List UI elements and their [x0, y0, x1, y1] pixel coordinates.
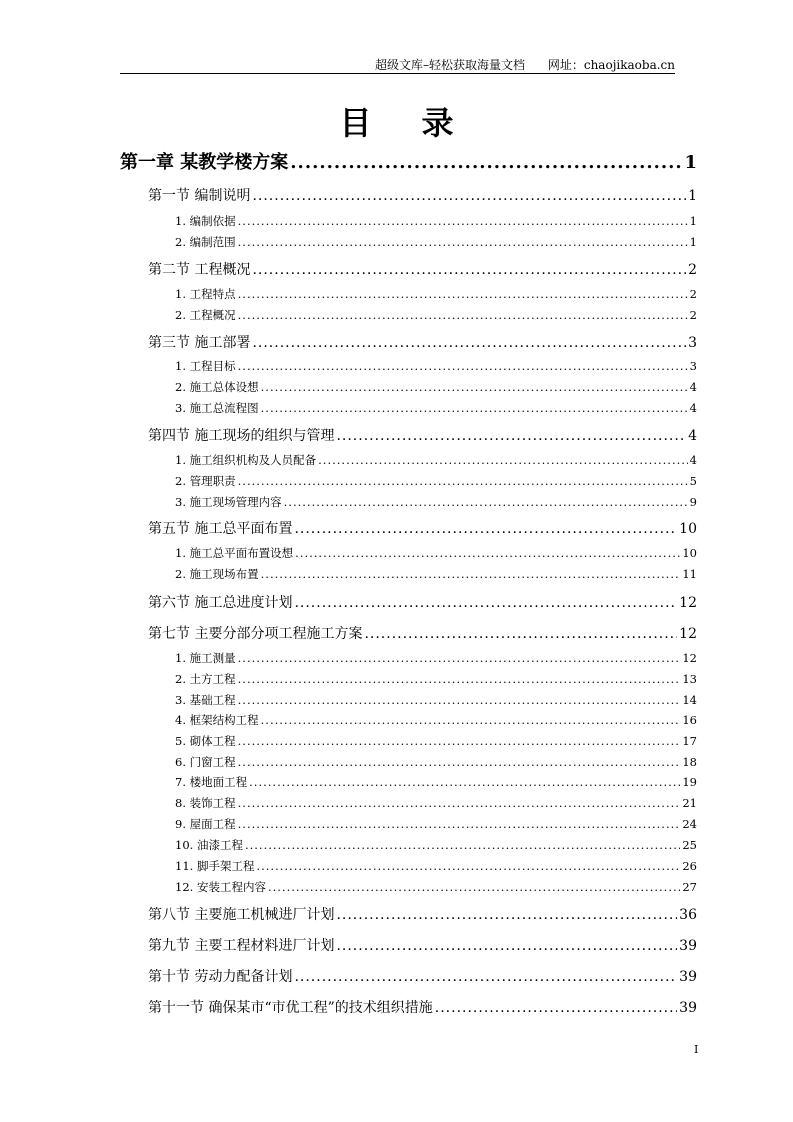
dot-leader [238, 817, 681, 831]
toc-entry[interactable] [175, 837, 697, 853]
toc-entry-label: 第五节 施工总平面布置 [148, 521, 293, 537]
toc-entry[interactable] [175, 774, 697, 790]
toc-entry-label: 6. 门窗工程 [175, 755, 236, 769]
toc-entry-label: 2. 施工现场布置 [175, 567, 259, 581]
toc-entry[interactable] [175, 286, 697, 302]
toc-entry-page: 4 [689, 453, 697, 467]
toc-entry[interactable] [148, 425, 697, 445]
toc-entry-page: 2 [689, 287, 697, 301]
dot-leader [238, 651, 681, 665]
toc-entry-page: 2 [688, 262, 697, 278]
dot-leader [261, 380, 688, 394]
toc-entry-label: 8. 装饰工程 [175, 796, 236, 810]
page-header [375, 56, 675, 73]
toc-entry-page: 27 [682, 880, 697, 894]
toc-entry[interactable] [175, 816, 697, 832]
toc-entry[interactable] [175, 213, 697, 229]
dot-leader [238, 235, 688, 249]
toc-entry-page: 11 [682, 567, 697, 581]
toc-entry-label: 11. 脚手架工程 [175, 859, 255, 873]
toc-entry-label: 第一章 某教学楼方案 [120, 152, 289, 173]
toc-entry-label: 3. 基础工程 [175, 693, 236, 707]
toc-entry-label: 3. 施工总流程图 [175, 401, 259, 415]
toc-entry-label: 5. 砌体工程 [175, 734, 236, 748]
toc-entry-label: 12. 安装工程内容 [175, 880, 266, 894]
toc-entry-page: 9 [689, 495, 697, 509]
toc-entry-label: 2. 土方工程 [175, 672, 236, 686]
toc-entry-page: 16 [682, 713, 697, 727]
dot-leader [238, 474, 688, 488]
dot-leader [252, 335, 686, 351]
dot-leader [268, 880, 680, 894]
toc-entry-page: 36 [679, 907, 697, 923]
dot-leader [238, 214, 688, 228]
toc-entry-label: 9. 屋面工程 [175, 817, 236, 831]
page-number: I [694, 1043, 699, 1056]
toc-entry-page: 21 [682, 796, 697, 810]
dot-leader [252, 188, 686, 204]
toc-entry-page: 14 [682, 693, 697, 707]
toc-entry-label: 第九节 主要工程材料进厂计划 [148, 938, 335, 954]
header-site: 网址：chaojikaoba.cn [547, 58, 675, 72]
dot-leader [336, 938, 677, 954]
dot-leader [256, 859, 680, 873]
toc-entry-page: 18 [682, 755, 697, 769]
toc-entry-page: 4 [689, 380, 697, 394]
toc-entry-label: 2. 施工总体设想 [175, 380, 259, 394]
toc-entry[interactable] [175, 566, 697, 582]
dot-leader [238, 359, 688, 373]
toc-entry-label: 第三节 施工部署 [148, 335, 251, 351]
dot-leader [238, 693, 681, 707]
toc-entry[interactable] [148, 259, 697, 279]
dot-leader [238, 796, 681, 810]
toc-entry-label: 第十一节 确保某市“市优工程”的技术组织措施 [148, 1000, 433, 1016]
toc-entry[interactable] [175, 307, 697, 323]
dot-leader [252, 262, 686, 278]
dot-leader [238, 755, 681, 769]
header-text: 超级文库–轻松获取海量文档 [374, 58, 525, 72]
toc-entry-page: 10 [679, 521, 697, 537]
dot-leader [284, 495, 688, 509]
toc-entry-page: 1 [684, 152, 697, 173]
dot-leader [336, 907, 677, 923]
dot-leader [238, 287, 688, 301]
toc-entry-label: 1. 施工组织机构及人员配备 [175, 453, 317, 467]
toc-entry[interactable] [148, 966, 697, 986]
toc-entry-label: 3. 施工现场管理内容 [175, 495, 282, 509]
toc-entry-page: 1 [689, 214, 697, 228]
toc-entry-page: 25 [682, 838, 697, 852]
toc-entry[interactable] [175, 494, 697, 510]
toc-entry-label: 7. 楼地面工程 [175, 775, 248, 789]
toc-entry[interactable] [175, 733, 697, 749]
toc-entry-page: 12 [679, 595, 697, 611]
toc-entry-label: 1. 施工测量 [175, 651, 236, 665]
toc-entry-label: 2. 工程概况 [175, 308, 236, 322]
toc-entry[interactable] [175, 858, 697, 874]
toc-title: 目录 [339, 104, 504, 142]
toc-entry[interactable] [175, 795, 697, 811]
header-rule [120, 73, 675, 74]
toc-entry[interactable] [175, 379, 697, 395]
toc-entry-page: 26 [682, 859, 697, 873]
dot-leader [318, 453, 688, 467]
toc-entry-page: 12 [682, 651, 697, 665]
toc-entry-page: 1 [688, 188, 697, 204]
toc-entry[interactable] [175, 452, 697, 468]
toc-entry-label: 2. 编制范围 [175, 235, 236, 249]
dot-leader [261, 567, 681, 581]
toc-entry[interactable] [175, 650, 697, 666]
dot-leader [261, 401, 688, 415]
toc-entry-label: 第一节 编制说明 [148, 188, 251, 204]
toc-entry-label: 1. 编制依据 [175, 214, 236, 228]
toc-entry-page: 3 [688, 335, 697, 351]
dot-leader [294, 595, 677, 611]
toc-entry-page: 39 [679, 969, 697, 985]
toc-entry-page: 10 [682, 546, 697, 560]
toc-entry-page: 24 [682, 817, 697, 831]
dot-leader [290, 152, 682, 173]
toc-entry[interactable] [175, 754, 697, 770]
toc-entry[interactable] [148, 518, 697, 538]
toc-entry-page: 1 [689, 235, 697, 249]
toc-entry[interactable] [148, 997, 697, 1017]
toc-entry-label: 10. 油漆工程 [175, 838, 243, 852]
dot-leader [294, 969, 677, 985]
toc-entry-page: 13 [682, 672, 697, 686]
toc-entry[interactable] [148, 592, 697, 612]
toc-entry-page: 17 [682, 734, 697, 748]
toc-entry-label: 第十节 劳动力配备计划 [148, 969, 293, 985]
toc-entry[interactable] [175, 234, 697, 250]
toc-entry[interactable] [175, 400, 697, 416]
toc-entry-page: 39 [679, 938, 697, 954]
dot-leader [238, 734, 681, 748]
toc-entry-page: 4 [688, 428, 697, 444]
toc-entry[interactable] [148, 935, 697, 955]
dot-leader [238, 308, 688, 322]
toc-entry-label: 第七节 主要分部分项工程施工方案 [148, 626, 363, 642]
dot-leader [249, 775, 680, 789]
toc-entry[interactable] [175, 473, 697, 489]
dot-leader [245, 838, 680, 852]
toc-entry[interactable] [175, 692, 697, 708]
dot-leader [238, 672, 681, 686]
toc-entry[interactable] [148, 904, 697, 924]
toc-entry-page: 4 [689, 401, 697, 415]
toc-entry[interactable] [148, 185, 697, 205]
dot-leader [336, 428, 686, 444]
toc-entry-page: 2 [689, 308, 697, 322]
dot-leader [261, 713, 681, 727]
toc-entry-label: 2. 管理职责 [175, 474, 236, 488]
toc-entry[interactable] [175, 545, 697, 561]
toc-entry[interactable] [175, 671, 697, 687]
dot-leader [294, 521, 677, 537]
toc-entry-page: 39 [679, 1000, 697, 1016]
toc-entry-label: 第八节 主要施工机械进厂计划 [148, 907, 335, 923]
toc-entry-label: 第二节 工程概况 [148, 262, 251, 278]
toc-entry[interactable] [175, 712, 697, 728]
toc-entry-label: 第六节 施工总进度计划 [148, 595, 293, 611]
toc-entry[interactable] [148, 623, 697, 643]
toc-entry[interactable] [120, 148, 697, 174]
toc-entry[interactable] [148, 332, 697, 352]
toc-entry-label: 1. 工程目标 [175, 359, 236, 373]
toc-entry-label: 1. 施工总平面布置设想 [175, 546, 294, 560]
toc-entry[interactable] [175, 358, 697, 374]
toc-entry-label: 1. 工程特点 [175, 287, 236, 301]
dot-leader [295, 546, 680, 560]
toc-entry-page: 12 [679, 626, 697, 642]
dot-leader [435, 1000, 677, 1016]
toc-entry-label: 4. 框架结构工程 [175, 713, 259, 727]
dot-leader [364, 626, 677, 642]
toc-entry-page: 3 [689, 359, 697, 373]
toc-entry[interactable] [175, 879, 697, 895]
toc-entry-label: 第四节 施工现场的组织与管理 [148, 428, 335, 444]
toc-entry-page: 19 [682, 775, 697, 789]
toc-entry-page: 5 [689, 474, 697, 488]
